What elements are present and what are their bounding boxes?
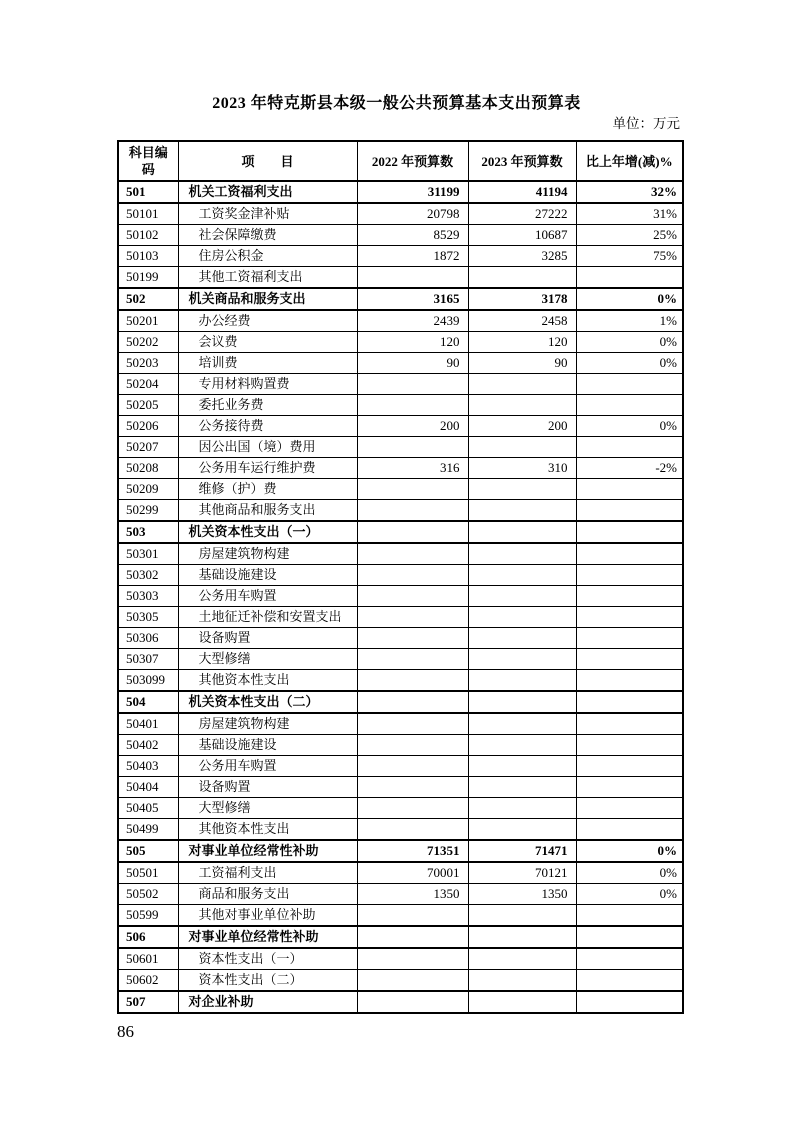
table-row bbox=[118, 181, 683, 203]
table-row bbox=[118, 586, 683, 607]
cell-budget-2022: 71351 bbox=[357, 840, 468, 862]
table-row bbox=[118, 798, 683, 819]
cell-item: 专用材料购置费 bbox=[178, 374, 357, 395]
header-cell-subject-code: 科目编码 bbox=[118, 141, 178, 181]
cell-budget-2022: 8529 bbox=[357, 225, 468, 246]
cell-budget-2022 bbox=[357, 713, 468, 735]
cell-subject-code: 507 bbox=[118, 991, 178, 1013]
table-body bbox=[118, 181, 683, 1013]
table-row bbox=[118, 819, 683, 841]
cell-subject-code: 50101 bbox=[118, 203, 178, 225]
cell-budget-2022 bbox=[357, 691, 468, 713]
cell-item: 其他资本性支出 bbox=[178, 670, 357, 692]
cell-item: 会议费 bbox=[178, 332, 357, 353]
table-header-row bbox=[118, 141, 683, 181]
table-row bbox=[118, 991, 683, 1013]
cell-item: 机关资本性支出（一） bbox=[178, 521, 357, 543]
table-row bbox=[118, 332, 683, 353]
cell-budget-2022 bbox=[357, 756, 468, 777]
cell-change-percent: 31% bbox=[576, 203, 683, 225]
cell-budget-2023: 200 bbox=[468, 416, 576, 437]
cell-change-percent bbox=[576, 586, 683, 607]
cell-change-percent bbox=[576, 565, 683, 586]
cell-budget-2023 bbox=[468, 374, 576, 395]
cell-item: 住房公积金 bbox=[178, 246, 357, 267]
cell-item: 房屋建筑物构建 bbox=[178, 713, 357, 735]
table-row bbox=[118, 310, 683, 332]
cell-change-percent bbox=[576, 500, 683, 522]
cell-budget-2022: 200 bbox=[357, 416, 468, 437]
table-row bbox=[118, 288, 683, 310]
cell-subject-code: 50199 bbox=[118, 267, 178, 289]
cell-budget-2023: 41194 bbox=[468, 181, 576, 203]
cell-subject-code: 50209 bbox=[118, 479, 178, 500]
cell-item: 设备购置 bbox=[178, 628, 357, 649]
cell-budget-2023: 3178 bbox=[468, 288, 576, 310]
cell-budget-2022 bbox=[357, 905, 468, 927]
cell-change-percent bbox=[576, 607, 683, 628]
cell-item: 商品和服务支出 bbox=[178, 884, 357, 905]
cell-budget-2023 bbox=[468, 777, 576, 798]
cell-budget-2023 bbox=[468, 970, 576, 992]
cell-budget-2023 bbox=[468, 926, 576, 948]
cell-change-percent: 1% bbox=[576, 310, 683, 332]
cell-budget-2023 bbox=[468, 670, 576, 692]
cell-change-percent bbox=[576, 926, 683, 948]
cell-budget-2023 bbox=[468, 735, 576, 756]
page-title: 2023 年特克斯县本级一般公共预算基本支出预算表 bbox=[212, 95, 581, 112]
cell-budget-2023: 310 bbox=[468, 458, 576, 479]
cell-budget-2023 bbox=[468, 905, 576, 927]
cell-subject-code: 50601 bbox=[118, 948, 178, 970]
cell-subject-code: 50208 bbox=[118, 458, 178, 479]
table-row bbox=[118, 458, 683, 479]
cell-change-percent bbox=[576, 713, 683, 735]
cell-budget-2023 bbox=[468, 607, 576, 628]
cell-budget-2022 bbox=[357, 798, 468, 819]
cell-budget-2022 bbox=[357, 267, 468, 289]
cell-budget-2023 bbox=[468, 713, 576, 735]
table-row bbox=[118, 862, 683, 884]
cell-change-percent bbox=[576, 735, 683, 756]
cell-budget-2023 bbox=[468, 691, 576, 713]
cell-change-percent: 0% bbox=[576, 862, 683, 884]
table-row bbox=[118, 840, 683, 862]
cell-subject-code: 50305 bbox=[118, 607, 178, 628]
cell-subject-code: 503099 bbox=[118, 670, 178, 692]
cell-item: 机关资本性支出（二） bbox=[178, 691, 357, 713]
cell-budget-2023 bbox=[468, 991, 576, 1013]
cell-subject-code: 50102 bbox=[118, 225, 178, 246]
cell-budget-2022: 2439 bbox=[357, 310, 468, 332]
table-row bbox=[118, 395, 683, 416]
cell-subject-code: 50401 bbox=[118, 713, 178, 735]
cell-item: 对事业单位经常性补助 bbox=[178, 840, 357, 862]
cell-budget-2022: 70001 bbox=[357, 862, 468, 884]
cell-item: 公务用车购置 bbox=[178, 756, 357, 777]
table-row bbox=[118, 777, 683, 798]
cell-subject-code: 502 bbox=[118, 288, 178, 310]
cell-change-percent bbox=[576, 819, 683, 841]
cell-item: 其他对事业单位补助 bbox=[178, 905, 357, 927]
cell-budget-2023 bbox=[468, 479, 576, 500]
cell-item: 土地征迁补偿和安置支出 bbox=[178, 607, 357, 628]
cell-item: 基础设施建设 bbox=[178, 565, 357, 586]
cell-subject-code: 50502 bbox=[118, 884, 178, 905]
cell-budget-2022 bbox=[357, 735, 468, 756]
cell-budget-2022: 1872 bbox=[357, 246, 468, 267]
cell-item: 工资福利支出 bbox=[178, 862, 357, 884]
table-row bbox=[118, 970, 683, 992]
cell-budget-2023: 90 bbox=[468, 353, 576, 374]
cell-change-percent: 25% bbox=[576, 225, 683, 246]
table-row bbox=[118, 416, 683, 437]
cell-change-percent bbox=[576, 521, 683, 543]
cell-budget-2023 bbox=[468, 586, 576, 607]
cell-item: 对事业单位经常性补助 bbox=[178, 926, 357, 948]
table-row bbox=[118, 670, 683, 692]
table-row bbox=[118, 756, 683, 777]
cell-budget-2023: 10687 bbox=[468, 225, 576, 246]
cell-item: 培训费 bbox=[178, 353, 357, 374]
table-row bbox=[118, 500, 683, 522]
cell-budget-2023 bbox=[468, 500, 576, 522]
table-row bbox=[118, 926, 683, 948]
cell-budget-2022: 3165 bbox=[357, 288, 468, 310]
cell-subject-code: 50602 bbox=[118, 970, 178, 992]
cell-subject-code: 50103 bbox=[118, 246, 178, 267]
cell-change-percent: 0% bbox=[576, 884, 683, 905]
cell-subject-code: 50402 bbox=[118, 735, 178, 756]
cell-subject-code: 50206 bbox=[118, 416, 178, 437]
cell-item: 公务用车购置 bbox=[178, 586, 357, 607]
table-row bbox=[118, 628, 683, 649]
cell-item: 公务用车运行维护费 bbox=[178, 458, 357, 479]
cell-budget-2022 bbox=[357, 649, 468, 670]
cell-budget-2023 bbox=[468, 267, 576, 289]
cell-change-percent bbox=[576, 437, 683, 458]
cell-budget-2022 bbox=[357, 437, 468, 458]
cell-subject-code: 50299 bbox=[118, 500, 178, 522]
table-row bbox=[118, 649, 683, 670]
cell-subject-code: 50404 bbox=[118, 777, 178, 798]
cell-budget-2022: 20798 bbox=[357, 203, 468, 225]
cell-item: 大型修缮 bbox=[178, 649, 357, 670]
table-row bbox=[118, 543, 683, 565]
cell-change-percent: -2% bbox=[576, 458, 683, 479]
cell-item: 维修（护）费 bbox=[178, 479, 357, 500]
cell-item: 社会保障缴费 bbox=[178, 225, 357, 246]
table-row bbox=[118, 735, 683, 756]
cell-subject-code: 501 bbox=[118, 181, 178, 203]
table-row bbox=[118, 713, 683, 735]
cell-change-percent bbox=[576, 948, 683, 970]
cell-item: 房屋建筑物构建 bbox=[178, 543, 357, 565]
cell-subject-code: 50403 bbox=[118, 756, 178, 777]
cell-budget-2023 bbox=[468, 819, 576, 841]
cell-change-percent bbox=[576, 628, 683, 649]
cell-budget-2022 bbox=[357, 374, 468, 395]
cell-subject-code: 50202 bbox=[118, 332, 178, 353]
budget-table bbox=[117, 140, 684, 1014]
cell-item: 工资奖金津补贴 bbox=[178, 203, 357, 225]
header-cell-item: 项 目 bbox=[178, 141, 357, 181]
cell-budget-2022 bbox=[357, 395, 468, 416]
cell-change-percent: 0% bbox=[576, 840, 683, 862]
cell-budget-2022 bbox=[357, 543, 468, 565]
table-row bbox=[118, 691, 683, 713]
cell-change-percent bbox=[576, 649, 683, 670]
cell-change-percent bbox=[576, 395, 683, 416]
cell-budget-2022 bbox=[357, 628, 468, 649]
cell-change-percent: 0% bbox=[576, 288, 683, 310]
cell-subject-code: 50301 bbox=[118, 543, 178, 565]
cell-item: 委托业务费 bbox=[178, 395, 357, 416]
cell-change-percent bbox=[576, 691, 683, 713]
cell-subject-code: 505 bbox=[118, 840, 178, 862]
cell-budget-2023 bbox=[468, 628, 576, 649]
cell-budget-2022 bbox=[357, 819, 468, 841]
cell-budget-2022 bbox=[357, 479, 468, 500]
header-cell-budget-2023: 2023 年预算数 bbox=[468, 141, 576, 181]
table-row bbox=[118, 521, 683, 543]
cell-subject-code: 50307 bbox=[118, 649, 178, 670]
cell-change-percent bbox=[576, 756, 683, 777]
cell-change-percent: 0% bbox=[576, 416, 683, 437]
cell-budget-2022 bbox=[357, 970, 468, 992]
cell-budget-2023 bbox=[468, 395, 576, 416]
cell-budget-2022 bbox=[357, 948, 468, 970]
cell-subject-code: 50306 bbox=[118, 628, 178, 649]
cell-budget-2023 bbox=[468, 543, 576, 565]
cell-budget-2022 bbox=[357, 565, 468, 586]
cell-change-percent bbox=[576, 777, 683, 798]
table-row bbox=[118, 607, 683, 628]
cell-budget-2023 bbox=[468, 565, 576, 586]
table-row bbox=[118, 565, 683, 586]
cell-budget-2022 bbox=[357, 500, 468, 522]
cell-budget-2022 bbox=[357, 926, 468, 948]
cell-budget-2022: 1350 bbox=[357, 884, 468, 905]
table-row bbox=[118, 246, 683, 267]
cell-item: 机关工资福利支出 bbox=[178, 181, 357, 203]
cell-item: 办公经费 bbox=[178, 310, 357, 332]
cell-subject-code: 50201 bbox=[118, 310, 178, 332]
header-cell-budget-2022: 2022 年预算数 bbox=[357, 141, 468, 181]
table-row bbox=[118, 374, 683, 395]
cell-subject-code: 50599 bbox=[118, 905, 178, 927]
cell-item: 设备购置 bbox=[178, 777, 357, 798]
cell-subject-code: 50207 bbox=[118, 437, 178, 458]
cell-change-percent bbox=[576, 267, 683, 289]
cell-item: 资本性支出（二） bbox=[178, 970, 357, 992]
cell-change-percent bbox=[576, 374, 683, 395]
table-row bbox=[118, 884, 683, 905]
cell-change-percent bbox=[576, 798, 683, 819]
cell-budget-2022: 90 bbox=[357, 353, 468, 374]
cell-budget-2023: 70121 bbox=[468, 862, 576, 884]
cell-budget-2022 bbox=[357, 991, 468, 1013]
cell-item: 大型修缮 bbox=[178, 798, 357, 819]
cell-budget-2023 bbox=[468, 649, 576, 670]
cell-change-percent bbox=[576, 479, 683, 500]
cell-budget-2023 bbox=[468, 437, 576, 458]
cell-subject-code: 50303 bbox=[118, 586, 178, 607]
table-row bbox=[118, 203, 683, 225]
table-row bbox=[118, 353, 683, 374]
cell-budget-2023: 120 bbox=[468, 332, 576, 353]
cell-budget-2023 bbox=[468, 521, 576, 543]
cell-subject-code: 50203 bbox=[118, 353, 178, 374]
cell-budget-2023 bbox=[468, 798, 576, 819]
cell-budget-2023: 3285 bbox=[468, 246, 576, 267]
cell-budget-2022: 31199 bbox=[357, 181, 468, 203]
cell-subject-code: 50499 bbox=[118, 819, 178, 841]
table-row bbox=[118, 948, 683, 970]
cell-budget-2023: 2458 bbox=[468, 310, 576, 332]
cell-change-percent bbox=[576, 991, 683, 1013]
cell-item: 基础设施建设 bbox=[178, 735, 357, 756]
table-row bbox=[118, 479, 683, 500]
cell-subject-code: 504 bbox=[118, 691, 178, 713]
header-cell-change-percent: 比上年增(减)% bbox=[576, 141, 683, 181]
cell-budget-2022: 120 bbox=[357, 332, 468, 353]
cell-subject-code: 50501 bbox=[118, 862, 178, 884]
cell-item: 资本性支出（一） bbox=[178, 948, 357, 970]
cell-subject-code: 50302 bbox=[118, 565, 178, 586]
cell-item: 其他商品和服务支出 bbox=[178, 500, 357, 522]
table-row bbox=[118, 437, 683, 458]
table-row bbox=[118, 905, 683, 927]
cell-budget-2023: 27222 bbox=[468, 203, 576, 225]
cell-budget-2022 bbox=[357, 777, 468, 798]
cell-budget-2023 bbox=[468, 948, 576, 970]
cell-subject-code: 50405 bbox=[118, 798, 178, 819]
cell-budget-2022 bbox=[357, 521, 468, 543]
cell-budget-2023 bbox=[468, 756, 576, 777]
cell-subject-code: 503 bbox=[118, 521, 178, 543]
cell-change-percent: 0% bbox=[576, 353, 683, 374]
cell-item: 机关商品和服务支出 bbox=[178, 288, 357, 310]
table-row bbox=[118, 225, 683, 246]
cell-change-percent bbox=[576, 970, 683, 992]
cell-item: 公务接待费 bbox=[178, 416, 357, 437]
cell-subject-code: 506 bbox=[118, 926, 178, 948]
cell-subject-code: 50204 bbox=[118, 374, 178, 395]
cell-change-percent bbox=[576, 670, 683, 692]
cell-budget-2023: 1350 bbox=[468, 884, 576, 905]
unit-label: 单位：万元 bbox=[612, 116, 680, 131]
cell-item: 其他工资福利支出 bbox=[178, 267, 357, 289]
cell-budget-2023: 71471 bbox=[468, 840, 576, 862]
cell-budget-2022 bbox=[357, 586, 468, 607]
cell-change-percent bbox=[576, 905, 683, 927]
cell-subject-code: 50205 bbox=[118, 395, 178, 416]
cell-change-percent: 32% bbox=[576, 181, 683, 203]
cell-change-percent bbox=[576, 543, 683, 565]
page-number: 86 bbox=[117, 1022, 134, 1041]
cell-item: 其他资本性支出 bbox=[178, 819, 357, 841]
cell-budget-2022 bbox=[357, 607, 468, 628]
cell-budget-2022: 316 bbox=[357, 458, 468, 479]
cell-change-percent: 0% bbox=[576, 332, 683, 353]
table-row bbox=[118, 267, 683, 289]
cell-change-percent: 75% bbox=[576, 246, 683, 267]
cell-budget-2022 bbox=[357, 670, 468, 692]
cell-item: 因公出国（境）费用 bbox=[178, 437, 357, 458]
cell-item: 对企业补助 bbox=[178, 991, 357, 1013]
